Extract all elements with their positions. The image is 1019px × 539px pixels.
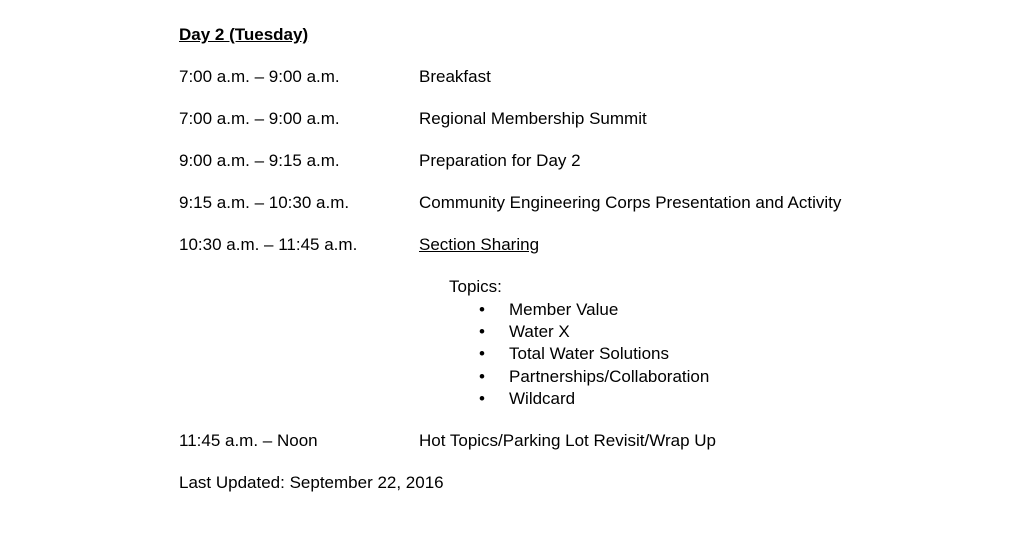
bullet-icon: •: [479, 322, 485, 341]
schedule-time: 10:30 a.m. – 11:45 a.m.: [179, 235, 358, 254]
bullet-icon: •: [479, 344, 485, 363]
schedule-time: 9:00 a.m. – 9:15 a.m.: [179, 151, 340, 170]
schedule-time: 9:15 a.m. – 10:30 a.m.: [179, 193, 350, 212]
last-updated: Last Updated: September 22, 2016: [179, 473, 444, 492]
schedule-event: Hot Topics/Parking Lot Revisit/Wrap Up: [419, 431, 716, 450]
topic-text: Member Value: [509, 300, 619, 319]
schedule-event: Breakfast: [419, 67, 491, 86]
day-heading: Day 2 (Tuesday): [179, 25, 309, 44]
topics-label: Topics:: [449, 277, 502, 296]
topic-text: Wildcard: [509, 389, 576, 408]
bullet-icon: •: [479, 300, 485, 319]
schedule-event: Community Engineering Corps Presentation and Activity: [419, 193, 842, 212]
schedule-event: Regional Membership Summit: [419, 109, 647, 128]
topic-text: Water X: [509, 322, 570, 341]
topic-text: Total Water Solutions: [509, 344, 669, 363]
bullet-icon: •: [479, 389, 485, 408]
schedule-time: 11:45 a.m. – Noon: [179, 431, 318, 450]
schedule-time: 7:00 a.m. – 9:00 a.m.: [179, 109, 340, 128]
topic-text: Partnerships/Collaboration: [509, 367, 710, 386]
schedule-event: Preparation for Day 2: [419, 151, 581, 170]
section-sharing-heading: Section Sharing: [419, 235, 540, 254]
schedule-time: 7:00 a.m. – 9:00 a.m.: [179, 67, 340, 86]
bullet-icon: •: [479, 367, 485, 386]
